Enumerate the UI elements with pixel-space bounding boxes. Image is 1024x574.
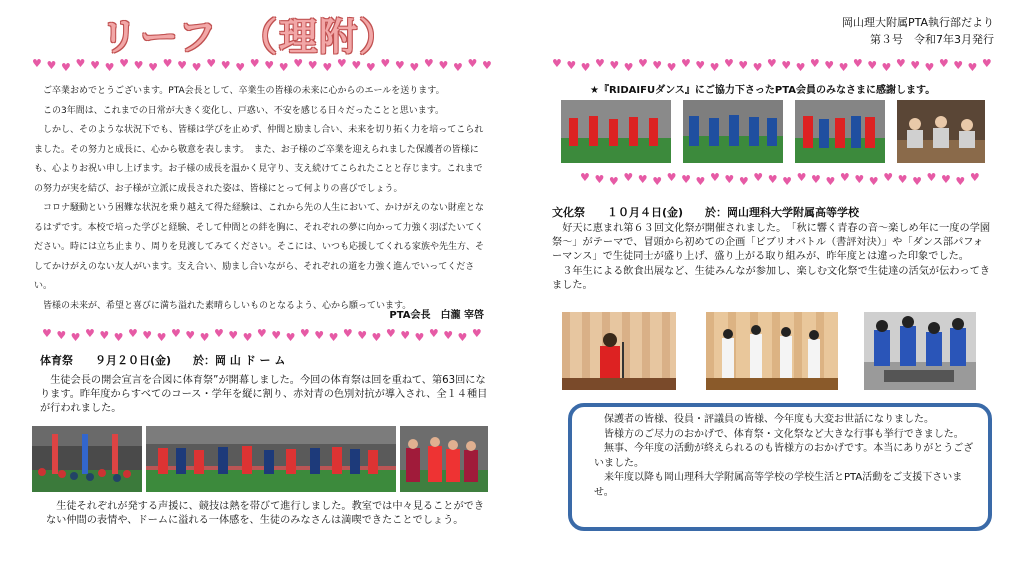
signature: PTA会長 白瀧 宰啓 [389, 310, 484, 321]
heart-divider [42, 327, 482, 344]
heart-icon: ♥ [385, 327, 396, 340]
dance-photo-3 [795, 100, 885, 163]
publisher-name: 岡山理大附属PTA執行部だより [841, 16, 994, 29]
heart-icon: ♥ [336, 57, 347, 70]
heart-icon: ♥ [594, 57, 605, 70]
heart-icon: ♥ [314, 329, 325, 342]
thanks-box [568, 403, 992, 531]
heart-icon: ♥ [342, 327, 353, 340]
heart-icon: ♥ [609, 59, 620, 72]
sports-heading: 体育祭 ９月２０日(金) 於：岡 山 ド ー ム [40, 354, 286, 367]
heart-icon: ♥ [782, 175, 792, 188]
heart-icon: ♥ [955, 175, 966, 188]
heart-icon: ♥ [795, 61, 806, 74]
heart-icon: ♥ [467, 57, 478, 70]
heart-icon: ♥ [127, 327, 138, 340]
heart-icon: ♥ [213, 327, 224, 340]
heart-icon: ♥ [400, 329, 411, 342]
heart-icon: ♥ [652, 59, 663, 72]
heart-icon: ♥ [825, 175, 836, 188]
heart-icon: ♥ [162, 57, 173, 70]
heart-icon: ♥ [680, 57, 691, 70]
heart-icon: ♥ [623, 171, 634, 184]
heart-icon: ♥ [185, 329, 196, 342]
heart-icon: ♥ [695, 59, 706, 72]
heart-icon: ♥ [781, 59, 792, 72]
heart-icon: ♥ [580, 61, 591, 74]
heart-icon: ♥ [61, 61, 71, 74]
heart-icon: ♥ [852, 57, 863, 70]
heart-icon: ♥ [264, 59, 275, 72]
dance-photo-1 [561, 100, 671, 163]
heart-icon: ♥ [881, 61, 892, 74]
heart-icon: ♥ [104, 61, 115, 74]
heart-icon: ♥ [608, 175, 619, 188]
heart-icon: ♥ [897, 173, 908, 186]
heart-icon: ♥ [752, 61, 763, 74]
message-paragraph: しかし、そのような状況下でも、皆様は学びを止めず、仲間と励まし合い、未来を切り拓く力を培ってこられました。その努力と成長に、心から敬意を表します。 また、お子様のご卒業を迎えられました保護者の皆様にも、心よりお祝い申し上げます。お子様の成長を温かく見守り、支え続けてこられたことと存じます。これまでの努力が実を結び、お子様が立派に成長された姿は、皆様にとって何よりの喜びでしょう。 [34, 125, 484, 194]
heart-icon: ♥ [566, 59, 577, 72]
heart-icon: ♥ [285, 331, 296, 344]
thanks-paragraph: 保護者の皆様、役員・評議員の皆様、今年度も大変お世話になりました。 [604, 414, 934, 425]
heart-icon: ♥ [46, 59, 57, 72]
issue-info: 第３号 令和7年3月発行 [870, 33, 994, 46]
culture-photo-speaker [562, 312, 676, 390]
heart-icon: ♥ [113, 331, 124, 344]
heart-icon: ♥ [409, 61, 420, 74]
heart-icon: ♥ [177, 59, 188, 72]
heart-icon: ♥ [766, 57, 777, 70]
culture-photo-dance [706, 312, 838, 390]
culture-photo-booth [864, 312, 976, 390]
heart-icon: ♥ [811, 173, 821, 186]
heart-icon: ♥ [666, 171, 677, 184]
sports-photo-opening [32, 426, 142, 492]
heart-icon: ♥ [428, 327, 439, 340]
heart-icon: ♥ [938, 57, 949, 70]
heart-divider [580, 171, 980, 188]
heart-icon: ♥ [90, 59, 100, 72]
heart-icon: ♥ [293, 57, 304, 70]
message-paragraph: 皆様の未来が、希望と喜びに満ち溢れた素晴らしいものとなるよう、心から願っています。 [43, 300, 412, 311]
heart-icon: ♥ [867, 59, 878, 72]
thanks-paragraph: 無事、今年度の活動が終えられるのも皆様方のおかげです。本当にありがとうございました。 [594, 443, 974, 469]
sports-body-2: 生徒それぞれが発する声援に、競技は熱を帯びて進行しました。教室では中々見ることができない仲間の表情や、ドームに溢れる一体感を、生徒のみなさんは満喫できたことでしょう。 [46, 501, 485, 527]
dance-photo-2 [683, 100, 783, 163]
heart-icon: ♥ [365, 61, 376, 74]
heart-icon: ♥ [371, 331, 382, 344]
heart-icon: ♥ [99, 329, 110, 342]
heart-icon: ♥ [438, 59, 449, 72]
heart-icon: ♥ [299, 327, 310, 340]
heart-icon: ♥ [981, 57, 992, 70]
heart-icon: ♥ [824, 59, 835, 72]
heart-icon: ♥ [594, 173, 605, 186]
heart-icon: ♥ [895, 57, 906, 70]
dance-photo-4 [897, 100, 985, 163]
heart-icon: ♥ [481, 59, 492, 72]
heart-icon: ♥ [724, 173, 735, 186]
thanks-paragraph: 皆様方のご尽力のおかげで、体育祭・文化祭など大きな行事も挙行できました。 [604, 428, 964, 440]
heart-icon: ♥ [580, 171, 590, 184]
heart-icon: ♥ [228, 329, 239, 342]
heart-icon: ♥ [56, 329, 67, 342]
culture-heading: 文化祭 １０月４日(金) 於：岡山理科大学附属高等学校 [552, 206, 860, 219]
heart-icon: ♥ [924, 61, 935, 74]
heart-icon: ♥ [380, 57, 391, 70]
heart-icon: ♥ [156, 331, 167, 344]
heart-icon: ♥ [796, 171, 807, 184]
heart-icon: ♥ [457, 331, 468, 344]
heart-icon: ♥ [910, 59, 921, 72]
heart-icon: ♥ [220, 59, 231, 72]
message-paragraph: ご卒業おめでとうございます。PTA会長として、卒業生の皆様の未来に心からのエールを送ります。 [43, 86, 445, 96]
heart-icon: ♥ [443, 329, 454, 342]
heart-icon: ♥ [75, 57, 86, 70]
heart-icon: ♥ [809, 57, 820, 70]
heart-icon: ♥ [70, 331, 81, 344]
heart-icon: ♥ [256, 327, 267, 340]
heart-icon: ♥ [84, 327, 95, 340]
heart-icon: ♥ [838, 61, 849, 74]
heart-icon: ♥ [471, 327, 482, 340]
principal-message [34, 82, 489, 316]
heart-icon: ♥ [738, 59, 749, 72]
heart-icon: ♥ [623, 61, 634, 74]
heart-icon: ♥ [307, 59, 318, 72]
heart-icon: ♥ [753, 171, 764, 184]
heart-icon: ♥ [142, 329, 153, 342]
heart-icon: ♥ [133, 59, 144, 72]
heart-icon: ♥ [839, 171, 850, 184]
message-paragraph: この3年間は、これまでの日常が大きく変化し、戸惑い、不安を感じる日々だったことと思います。 [43, 105, 445, 116]
heart-divider [32, 57, 492, 74]
heart-icon: ♥ [322, 61, 333, 74]
heart-icon: ♥ [926, 171, 937, 184]
newsletter-title: リーフ （理附） [100, 15, 400, 59]
heart-icon: ♥ [32, 57, 42, 70]
heart-icon: ♥ [394, 59, 405, 72]
heart-icon: ♥ [967, 61, 978, 74]
heart-icon: ♥ [767, 173, 778, 186]
heart-icon: ♥ [271, 329, 282, 342]
heart-icon: ♥ [695, 175, 706, 188]
dance-heading: ★『RIDAIFUダンス』にご協力下さったPTA会員のみなさまに感謝します。 [590, 85, 936, 96]
heart-icon: ♥ [242, 331, 253, 344]
heart-icon: ♥ [666, 61, 677, 74]
heart-icon: ♥ [723, 57, 734, 70]
sports-photo-students [400, 426, 488, 492]
heart-icon: ♥ [278, 61, 289, 74]
heart-icon: ♥ [206, 57, 217, 70]
heart-icon: ♥ [170, 327, 181, 340]
heart-icon: ♥ [414, 331, 425, 344]
heart-icon: ♥ [681, 173, 691, 186]
heart-icon: ♥ [119, 57, 129, 70]
heart-icon: ♥ [969, 171, 980, 184]
heart-icon: ♥ [552, 57, 562, 70]
thanks-paragraph: 来年度以降も岡山理科大学附属高等学校の学校生活とPTA活動をご支援下さいませ。 [594, 472, 963, 498]
heart-icon: ♥ [709, 171, 720, 184]
heart-icon: ♥ [423, 57, 434, 70]
heart-icon: ♥ [191, 61, 202, 74]
heart-icon: ♥ [351, 59, 362, 72]
heart-icon: ♥ [738, 175, 749, 188]
heart-icon: ♥ [357, 329, 368, 342]
sports-photo-race [146, 426, 396, 492]
heart-icon: ♥ [940, 173, 951, 186]
heart-icon: ♥ [637, 173, 648, 186]
heart-icon: ♥ [912, 175, 922, 188]
culture-body: 好天に恵まれ第６３回文化祭が開催されました。 「秋に響く青春の音～楽しめ年に一度の学園祭～」がテーマで、冒頭から初めての企画「ビブリオバトル（書評対決）」や「ダンス部パフォーマンス」で生徒同士が盛り上げ、盛り上がる取り組みが、昨年度とは違った印象でした。 ３年生による飲食出展など、生徒みんなが参加し、楽しむ文化祭で生徒達の活気が伝わってきました。 [552, 223, 991, 291]
heart-divider [552, 57, 992, 74]
heart-icon: ♥ [652, 175, 663, 188]
heart-icon: ♥ [199, 331, 210, 344]
heart-icon: ♥ [42, 327, 52, 340]
heart-icon: ♥ [883, 171, 894, 184]
heart-icon: ♥ [953, 59, 964, 72]
heart-icon: ♥ [148, 61, 158, 74]
heart-icon: ♥ [452, 61, 463, 74]
publisher-info [842, 14, 994, 48]
heart-icon: ♥ [854, 173, 865, 186]
heart-icon: ♥ [249, 57, 260, 70]
heart-icon: ♥ [235, 61, 246, 74]
heart-icon: ♥ [709, 61, 720, 74]
heart-icon: ♥ [328, 331, 339, 344]
sports-body: 生徒会長の開会宣言を合図に体育祭”が開幕しました。今回の体育祭は回を重ねて、第63回になります。昨年度からすべてのコース・学年を縦に割り、赤対青の色別対抗が導入され、全１４種目が行われました。 [40, 375, 488, 415]
message-paragraph: コロナ騒動という困難な状況を乗り越えて得た経験は、これから先の人生において、かけがえのない財産となるはずです。本校で培った学びと経験、そして仲間との絆を胸に、それぞれの夢に向かって力強く羽ばたいてください。時には立ち止まり、周りを見渡してみてください。そこには、いつも応援してくれる家族や先生方、そしてかけがえのない友人がいます。支え合い、励まし合いながら、それぞれの道を力強く進んでいってください。 [34, 203, 485, 291]
heart-icon: ♥ [637, 57, 648, 70]
heart-icon: ♥ [868, 175, 879, 188]
